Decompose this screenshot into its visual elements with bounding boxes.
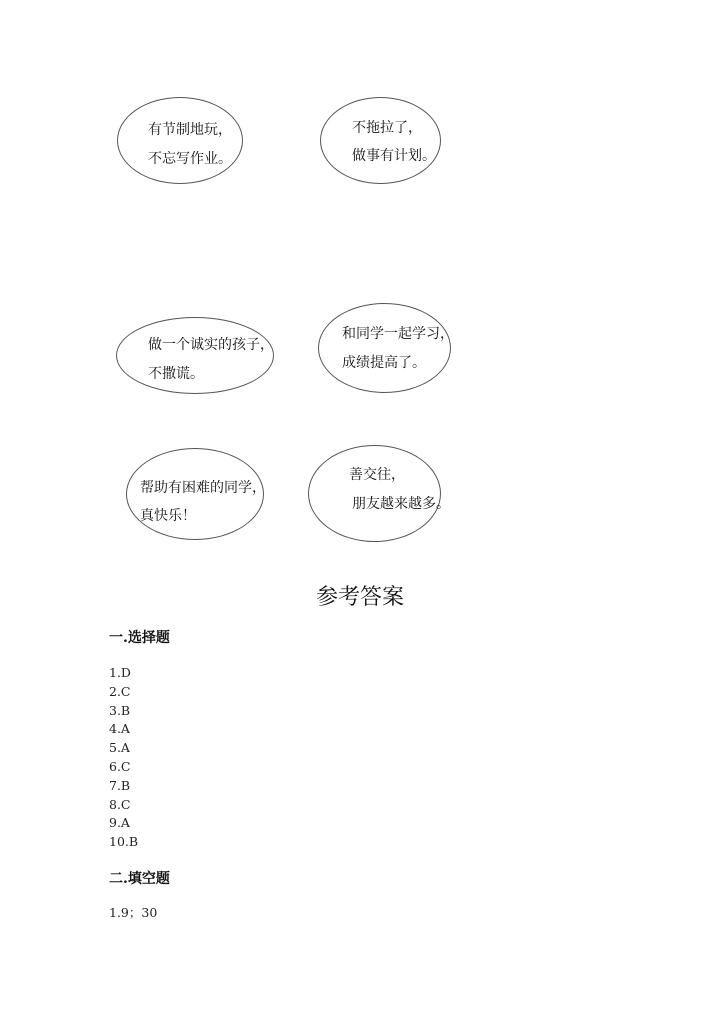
speech-bubble-6 [308, 445, 441, 542]
bubble-3-line-1: 做一个诚实的孩子， [148, 337, 274, 353]
answer-item: 8.C [109, 796, 131, 812]
speech-bubble-2 [320, 97, 441, 184]
answer-item: 5.A [109, 740, 130, 756]
bubble-2-line-2: 做事有计划。 [352, 148, 436, 164]
answer-item: 10.B [109, 834, 139, 850]
bubble-3-line-2: 不撒谎。 [148, 366, 204, 382]
answer-item: 2.C [109, 683, 131, 699]
bubble-1-line-2: 不忘写作业。 [148, 151, 232, 167]
bubble-6-line-2: 朋友越来越多。 [352, 496, 450, 512]
bubble-4-line-1: 和同学一起学习， [342, 326, 454, 342]
answer-item: 3.B [109, 702, 131, 718]
answer-item: 9.A [109, 815, 130, 831]
answer-item: 7.B [109, 777, 131, 793]
answer-key-title: 参考答案 [315, 585, 404, 610]
bubble-2-line-1: 不拖拉了， [352, 120, 422, 136]
bubble-5-line-2: 真快乐！ [140, 508, 196, 524]
section-heading-fill-in-blank: 二.填空题 [109, 871, 170, 887]
speech-bubble-1 [117, 97, 243, 184]
answer-item: 1.D [109, 665, 131, 680]
bubble-5-line-1: 帮助有困难的同学， [140, 480, 266, 496]
section-heading-multiple-choice: 一.选择题 [109, 630, 170, 646]
bubble-1-line-1: 有节制地玩， [148, 122, 232, 138]
bubble-4-line-2: 成绩提高了。 [342, 355, 426, 371]
answer-item: 4.A [109, 721, 130, 737]
fill-in-blank-answer: 1.9；30 [109, 905, 158, 920]
speech-bubble-3 [116, 317, 274, 394]
multiple-choice-answer-list [109, 664, 138, 852]
speech-bubble-4 [318, 303, 451, 393]
answer-item: 6.C [109, 758, 131, 774]
bubble-6-line-1: 善交往， [349, 467, 405, 483]
